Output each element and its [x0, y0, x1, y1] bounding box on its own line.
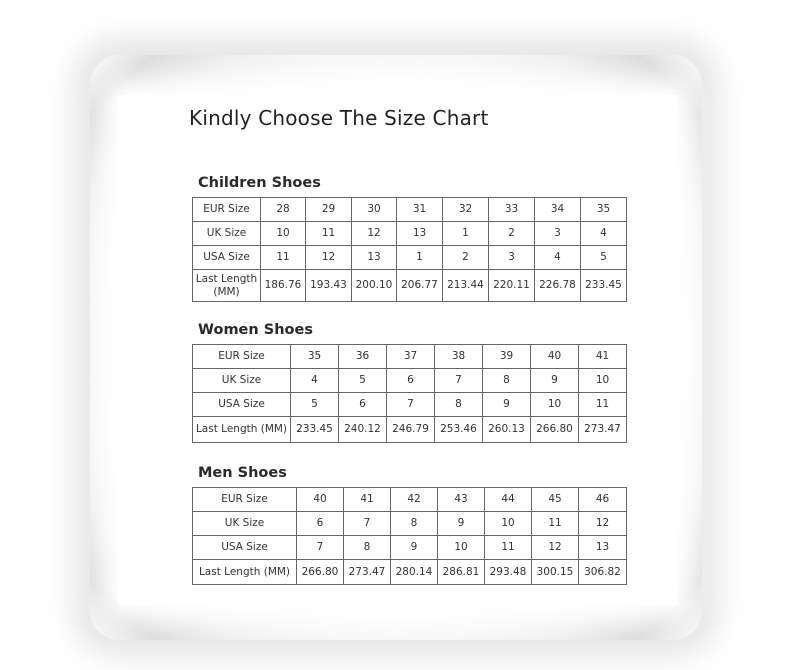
row-label: Last Length (MM) [193, 270, 261, 302]
table-cell: 33 [489, 198, 535, 222]
table-cell: 4 [535, 246, 581, 270]
table-cell: 7 [435, 369, 483, 393]
table-cell: 1 [397, 246, 443, 270]
table-cell: 9 [391, 536, 438, 560]
table-cell: 12 [579, 512, 627, 536]
table-cell: 200.10 [352, 270, 397, 302]
table-cell: 28 [261, 198, 306, 222]
table-cell: 293.48 [485, 560, 532, 585]
table-cell: 10 [438, 536, 485, 560]
table-row [193, 345, 627, 369]
table-cell: 260.13 [483, 417, 531, 443]
table-cell: 11 [532, 512, 579, 536]
table-row [193, 393, 627, 417]
table-cell: 193.43 [306, 270, 352, 302]
table-cell: 38 [435, 345, 483, 369]
table-row [193, 488, 627, 512]
table-cell: 1 [443, 222, 489, 246]
table-cell: 280.14 [391, 560, 438, 585]
table-cell: 29 [306, 198, 352, 222]
table-cell: 273.47 [344, 560, 391, 585]
table-cell: 41 [344, 488, 391, 512]
table-cell: 233.45 [581, 270, 627, 302]
page-title: Kindly Choose The Size Chart [189, 106, 489, 130]
table-cell: 11 [485, 536, 532, 560]
table-cell: 10 [579, 369, 627, 393]
table-cell: 206.77 [397, 270, 443, 302]
men-size-table [192, 487, 627, 585]
table-cell: 7 [387, 393, 435, 417]
table-cell: 7 [297, 536, 344, 560]
table-cell: 253.46 [435, 417, 483, 443]
table-cell: 31 [397, 198, 443, 222]
table-cell: 186.76 [261, 270, 306, 302]
table-cell: 5 [291, 393, 339, 417]
table-row [193, 369, 627, 393]
table-cell: 246.79 [387, 417, 435, 443]
table-cell: 5 [339, 369, 387, 393]
table-cell: 2 [443, 246, 489, 270]
table-cell: 233.45 [291, 417, 339, 443]
table-cell: 266.80 [531, 417, 579, 443]
table-cell: 8 [483, 369, 531, 393]
table-cell: 286.81 [438, 560, 485, 585]
children-size-table [192, 197, 627, 302]
row-label: USA Size [193, 393, 291, 417]
table-cell: 6 [387, 369, 435, 393]
table-cell: 12 [306, 246, 352, 270]
table-cell: 37 [387, 345, 435, 369]
table-cell: 7 [344, 512, 391, 536]
table-cell: 46 [579, 488, 627, 512]
table-cell: 6 [297, 512, 344, 536]
table-row [193, 417, 627, 443]
table-cell: 11 [261, 246, 306, 270]
table-cell: 9 [483, 393, 531, 417]
table-row [193, 270, 627, 302]
table-cell: 3 [535, 222, 581, 246]
table-cell: 4 [291, 369, 339, 393]
table-row [193, 512, 627, 536]
table-cell: 8 [391, 512, 438, 536]
table-row [193, 536, 627, 560]
table-cell: 40 [297, 488, 344, 512]
table-cell: 35 [291, 345, 339, 369]
row-label: EUR Size [193, 198, 261, 222]
row-label: USA Size [193, 536, 297, 560]
table-cell: 3 [489, 246, 535, 270]
table-cell: 8 [435, 393, 483, 417]
row-label: USA Size [193, 246, 261, 270]
table-cell: 41 [579, 345, 627, 369]
table-row [193, 560, 627, 585]
table-cell: 13 [397, 222, 443, 246]
table-row [193, 198, 627, 222]
table-cell: 45 [532, 488, 579, 512]
table-row [193, 246, 627, 270]
table-cell: 273.47 [579, 417, 627, 443]
table-cell: 9 [531, 369, 579, 393]
row-label: UK Size [193, 512, 297, 536]
table-cell: 13 [352, 246, 397, 270]
table-cell: 13 [579, 536, 627, 560]
table-cell: 43 [438, 488, 485, 512]
table-cell: 300.15 [532, 560, 579, 585]
table-cell: 40 [531, 345, 579, 369]
table-cell: 11 [579, 393, 627, 417]
row-label: EUR Size [193, 488, 297, 512]
men-shoes-title: Men Shoes [198, 465, 287, 481]
table-cell: 220.11 [489, 270, 535, 302]
table-cell: 9 [438, 512, 485, 536]
row-label: Last Length (MM) [193, 560, 297, 585]
table-cell: 30 [352, 198, 397, 222]
table-cell: 10 [485, 512, 532, 536]
table-cell: 8 [344, 536, 391, 560]
row-label: Last Length (MM) [193, 417, 291, 443]
table-cell: 44 [485, 488, 532, 512]
children-shoes-title: Children Shoes [198, 175, 321, 191]
table-cell: 32 [443, 198, 489, 222]
row-label: UK Size [193, 222, 261, 246]
table-cell: 12 [532, 536, 579, 560]
table-cell: 34 [535, 198, 581, 222]
table-cell: 12 [352, 222, 397, 246]
table-cell: 266.80 [297, 560, 344, 585]
table-cell: 213.44 [443, 270, 489, 302]
table-cell: 240.12 [339, 417, 387, 443]
row-label: UK Size [193, 369, 291, 393]
table-cell: 35 [581, 198, 627, 222]
table-cell: 42 [391, 488, 438, 512]
table-cell: 306.82 [579, 560, 627, 585]
table-cell: 226.78 [535, 270, 581, 302]
women-shoes-title: Women Shoes [198, 322, 313, 338]
table-cell: 6 [339, 393, 387, 417]
table-cell: 10 [261, 222, 306, 246]
table-cell: 36 [339, 345, 387, 369]
table-cell: 39 [483, 345, 531, 369]
row-label: EUR Size [193, 345, 291, 369]
table-cell: 5 [581, 246, 627, 270]
table-cell: 11 [306, 222, 352, 246]
table-cell: 10 [531, 393, 579, 417]
table-cell: 4 [581, 222, 627, 246]
table-cell: 2 [489, 222, 535, 246]
table-row [193, 222, 627, 246]
women-size-table [192, 344, 627, 443]
